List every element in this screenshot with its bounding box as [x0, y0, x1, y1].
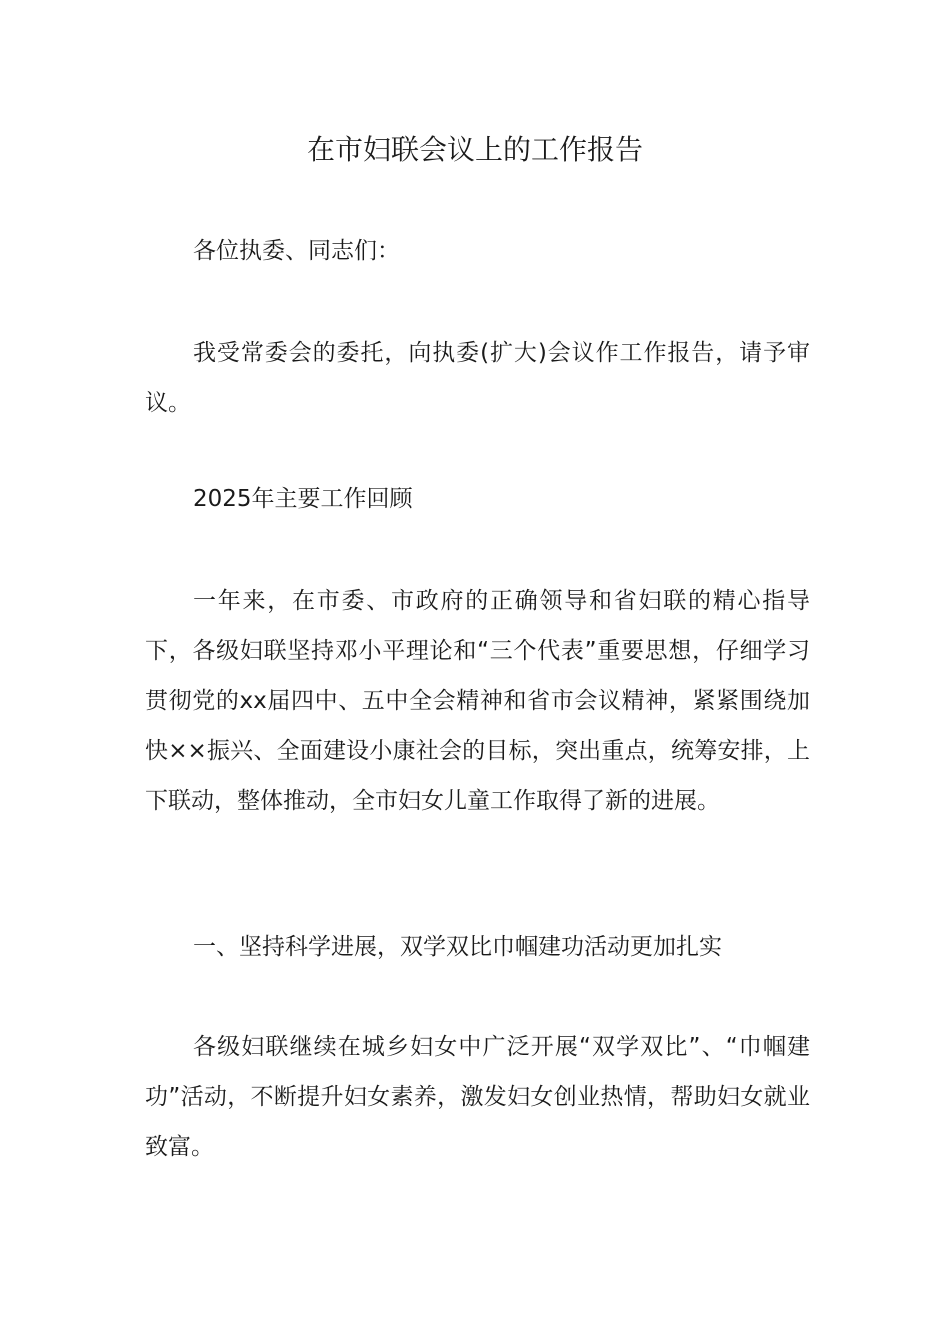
document-title: 在市妇联会议上的工作报告	[306, 133, 643, 166]
review-heading: 2025年主要工作回顾	[193, 486, 413, 512]
greeting-paragraph: 各位执委、同志们：	[193, 238, 400, 264]
section-one-heading: 一、坚持科学进展，双学双比巾帼建功活动更加扎实	[193, 934, 722, 960]
section-one-body-paragraph: 各级妇联继续在城乡妇女中广泛开展“双学双比”、“巾帼建功”活动，不断提升妇女素养，激发妇女创业热情，帮助妇女就业致富。	[145, 1034, 810, 1160]
review-body-paragraph: 一年来，在市委、市政府的正确领导和省妇联的精心指导下，各级妇联坚持邓小平理论和“三个代表”重要思想，仔细学习贯彻党的xx届四中、五中全会精神和省市会议精神，紧紧围绕加快××振兴、全面建设小康社会的目标，突出重点，统筹安排，上下联动，整体推动，全市妇女儿童工作取得了新的进展。	[145, 588, 810, 814]
intro-paragraph: 我受常委会的委托，向执委(扩大)会议作工作报告，请予审议。	[145, 340, 810, 416]
